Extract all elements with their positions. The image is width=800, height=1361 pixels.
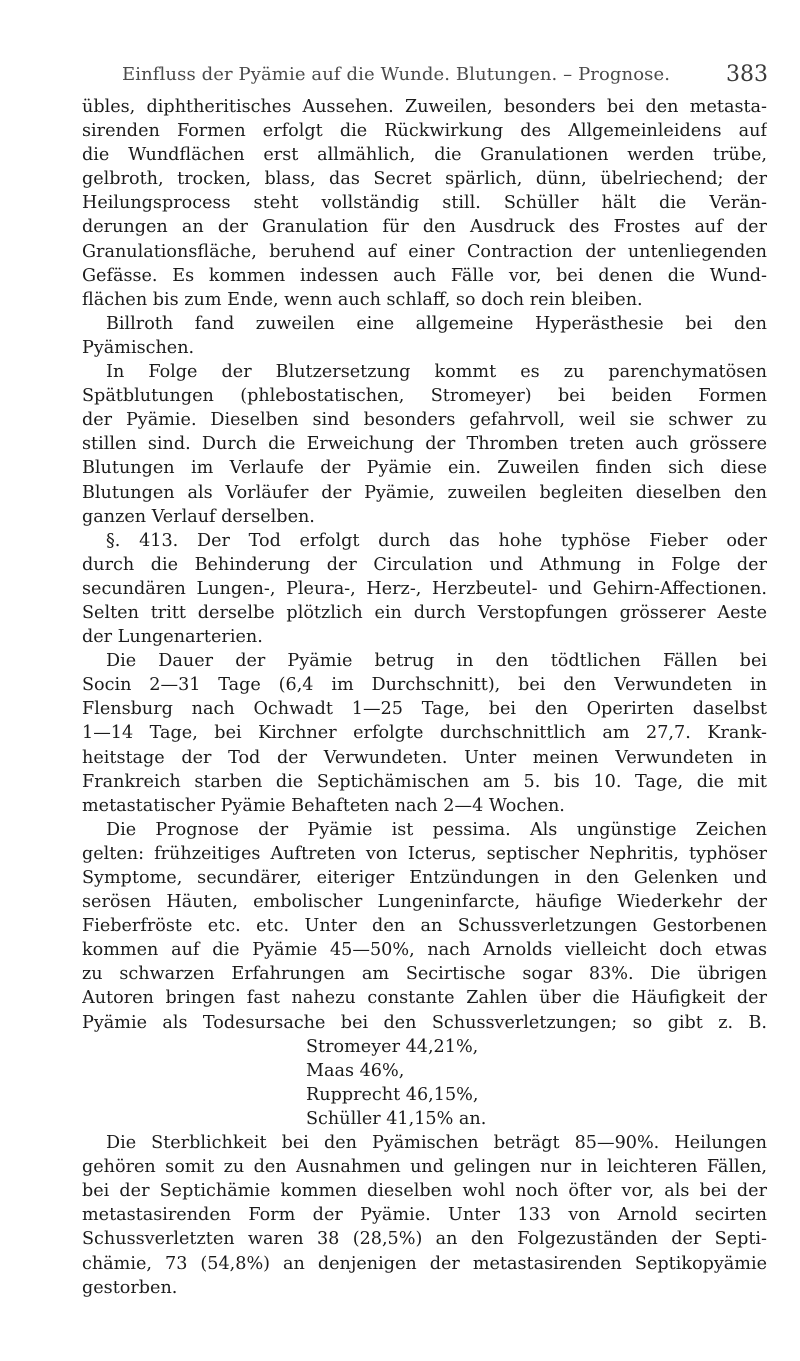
text-line: sirenden Formen erfolgt die Rückwirkung des Allgemeinleidens auf xyxy=(82,121,767,142)
text-line: gestorben. xyxy=(82,1277,178,1298)
text-line: flächen bis zum Ende, wenn auch schlaff, so doch rein bleiben. xyxy=(82,289,643,310)
text-line: derungen an der Granulation für den Ausdruck des Frostes auf der xyxy=(82,217,767,238)
running-title: Einfluss der Pyämie auf die Wunde. Blutungen. – Prognose. xyxy=(122,64,671,85)
text-line: kommen auf die Pyämie 45—50%, nach Arnolds vielleicht doch etwas xyxy=(82,940,767,961)
text-line: stillen sind. Durch die Erweichung der Thromben treten auch grössere xyxy=(82,434,767,455)
text-line: die Wundflächen erst allmählich, die Granulationen werden trübe, xyxy=(82,145,767,166)
text-line: zu schwarzen Erfahrungen am Secirtische sogar 83%. Die übrigen xyxy=(82,964,767,985)
text-line: Spätblutungen (phlebostatischen, Stromeyer) bei beiden Formen xyxy=(82,386,767,407)
text-line: Granulationsfläche, beruhend auf einer Contraction der untenliegenden xyxy=(82,241,767,262)
text-line: Pyämischen. xyxy=(82,337,195,358)
text-line: 1—14 Tage, bei Kirchner erfolgte durchschnittlich am 27,7. Krank- xyxy=(82,723,767,744)
text-line: heitstage der Tod der Verwundeten. Unter meinen Verwundeten in xyxy=(82,747,767,768)
text-line: Schussverletzten waren 38 (28,5%) an den Folgezuständen der Septi- xyxy=(82,1229,767,1250)
text-line: gelten: frühzeitiges Auftreten von Icterus, septischer Nephritis, typhöser xyxy=(82,843,767,864)
text-line: serösen Häuten, embolischer Lungeninfarcte, häufige Wiederkehr der xyxy=(82,892,767,913)
text-line: Selten tritt derselbe plötzlich ein durch Verstopfungen grösserer Aeste xyxy=(82,602,767,623)
text-line: gehören somit zu den Ausnahmen und gelingen nur in leichteren Fällen, xyxy=(82,1157,767,1178)
page-header xyxy=(82,62,768,92)
text-line: durch die Behinderung der Circulation und Athmung in Folge der xyxy=(82,554,767,575)
text-line: Die Prognose der Pyämie ist pessima. Als ungünstige Zeichen xyxy=(106,819,767,840)
text-line: Blutungen im Verlaufe der Pyämie ein. Zuweilen finden sich diese xyxy=(82,458,767,479)
text-line: chämie, 73 (54,8%) an denjenigen der metastasirenden Septikopyämie xyxy=(82,1253,767,1274)
text-line: Flensburg nach Ochwadt 1—25 Tage, bei den Operirten daselbst xyxy=(82,699,767,720)
text-line: Fieberfröste etc. etc. Unter den an Schussverletzungen Gestorbenen xyxy=(82,916,767,937)
text-line: Die Sterblichkeit bei den Pyämischen beträgt 85—90%. Heilungen xyxy=(106,1133,767,1154)
text-line: gelbroth, trocken, blass, das Secret spärlich, dünn, übelriechend; der xyxy=(82,169,767,190)
text-line: metastasirenden Form der Pyämie. Unter 133 von Arnold secirten xyxy=(82,1205,767,1226)
text-line: Billroth fand zuweilen eine allgemeine Hyperästhesie bei den xyxy=(106,313,767,334)
text-line: Frankreich starben die Septichämischen am 5. bis 10. Tage, die mit xyxy=(82,771,767,792)
text-line: §. 413. Der Tod erfolgt durch das hohe typhöse Fieber oder xyxy=(106,530,767,551)
text-line: bei der Septichämie kommen dieselben wohl noch öfter vor, als bei der xyxy=(82,1181,767,1202)
text-line: In Folge der Blutzersetzung kommt es zu parenchymatösen xyxy=(106,362,767,383)
text-line: Gefässe. Es kommen indessen auch Fälle vor, bei denen die Wund- xyxy=(82,265,767,286)
text-line: Die Dauer der Pyämie betrug in den tödtlichen Fällen bei xyxy=(106,651,767,672)
statistic-line: Schüller 41,15% an. xyxy=(306,1108,487,1129)
statistic-line: Rupprecht 46,15%, xyxy=(306,1084,479,1105)
page-number: 383 xyxy=(726,62,768,87)
text-line: der Pyämie. Dieselben sind besonders gefahrvoll, weil sie schwer zu xyxy=(82,410,767,431)
text-body xyxy=(82,95,767,1300)
text-line: Pyämie als Todesursache bei den Schussverletzungen; so gibt z. B. xyxy=(82,1012,767,1033)
statistic-line: Maas 46%, xyxy=(306,1060,405,1081)
text-line: übles, diphtheritisches Aussehen. Zuweilen, besonders bei den metasta- xyxy=(82,97,767,117)
text-line: Blutungen als Vorläufer der Pyämie, zuweilen begleiten dieselben den xyxy=(82,482,767,503)
statistic-line: Stromeyer 44,21%, xyxy=(306,1036,479,1057)
text-line: Heilungsprocess steht vollständig still. Schüller hält die Verän- xyxy=(82,193,767,214)
text-line: der Lungenarterien. xyxy=(82,627,263,648)
text-line: metastatischer Pyämie Behafteten nach 2—4 Wochen. xyxy=(82,795,565,816)
text-line: ganzen Verlauf derselben. xyxy=(82,506,315,527)
text-line: Socin 2—31 Tage (6,4 im Durchschnitt), bei den Verwundeten in xyxy=(82,675,767,696)
text-line: Symptome, secundärer, eiteriger Entzündungen in den Gelenken und xyxy=(82,868,767,888)
text-line: Autoren bringen fast nahezu constante Zahlen über die Häufigkeit der xyxy=(82,988,767,1009)
text-line: secundären Lungen-, Pleura-, Herz-, Herzbeutel- und Gehirn-Affectionen. xyxy=(82,578,767,599)
